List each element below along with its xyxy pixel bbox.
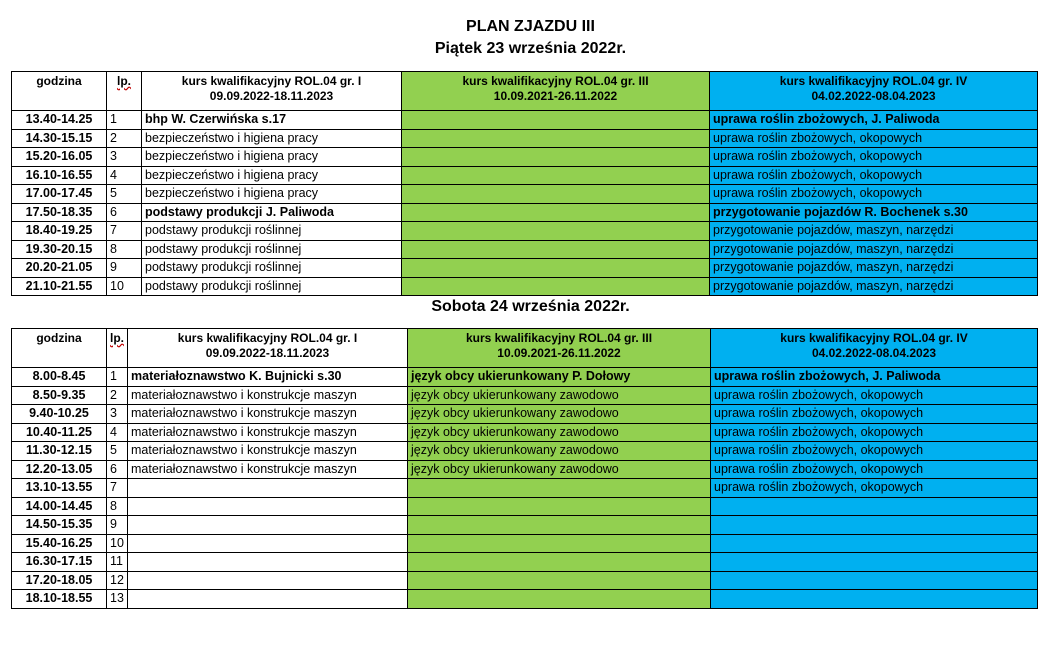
friday-schedule-table <box>11 71 1038 296</box>
time-cell: 8.00-8.45 <box>12 368 107 387</box>
group-3-cell <box>408 571 711 590</box>
header-group-1-dates: 09.09.2022-18.11.2023 <box>205 346 330 360</box>
lp-cell: 8 <box>107 240 142 259</box>
time-cell: 20.20-21.05 <box>12 259 107 278</box>
group-3-cell <box>402 277 710 296</box>
group-4-cell: przygotowanie pojazdów, maszyn, narzędzi <box>710 259 1038 278</box>
lp-cell: 13 <box>107 590 128 609</box>
time-cell: 13.40-14.25 <box>12 111 107 130</box>
lp-cell: 5 <box>107 442 128 461</box>
table-row <box>12 166 1038 185</box>
group-1-cell <box>128 590 408 609</box>
header-group-1 <box>128 329 408 368</box>
group-1-cell: materiałoznawstwo i konstrukcje maszyn <box>128 442 408 461</box>
table-row <box>12 203 1038 222</box>
table-row <box>12 516 1038 535</box>
group-4-cell: uprawa roślin zbożowych, okopowych <box>710 129 1038 148</box>
group-1-cell: bhp W. Czerwińska s.17 <box>142 111 402 130</box>
group-4-cell: uprawa roślin zbożowych, okopowych <box>711 442 1038 461</box>
header-group-3-dates: 10.09.2021-26.11.2022 <box>497 346 621 360</box>
table-header-row <box>12 72 1038 111</box>
group-4-cell: uprawa roślin zbożowych, okopowych <box>711 386 1038 405</box>
header-group-3 <box>402 72 710 111</box>
group-1-cell: podstawy produkcji J. Paliwoda <box>142 203 402 222</box>
time-cell: 17.50-18.35 <box>12 203 107 222</box>
lp-cell: 7 <box>107 479 128 498</box>
lp-cell: 7 <box>107 222 142 241</box>
group-1-cell <box>128 534 408 553</box>
group-4-cell: uprawa roślin zbożowych, okopowych <box>711 423 1038 442</box>
group-4-cell: uprawa roślin zbożowych, okopowych <box>711 405 1038 424</box>
time-cell: 9.40-10.25 <box>12 405 107 424</box>
time-cell: 16.30-17.15 <box>12 553 107 572</box>
table-row <box>12 497 1038 516</box>
group-3-cell <box>402 222 710 241</box>
lp-cell: 10 <box>107 534 128 553</box>
group-1-cell: podstawy produkcji roślinnej <box>142 277 402 296</box>
group-3-cell <box>402 185 710 204</box>
group-1-cell: materiałoznawstwo K. Bujnicki s.30 <box>128 368 408 387</box>
group-3-cell <box>402 111 710 130</box>
lp-cell: 8 <box>107 497 128 516</box>
table-row <box>12 129 1038 148</box>
table-row <box>12 423 1038 442</box>
group-3-cell: język obcy ukierunkowany zawodowo <box>408 442 711 461</box>
table-row <box>12 534 1038 553</box>
time-cell: 21.10-21.55 <box>12 277 107 296</box>
lp-cell: 2 <box>107 129 142 148</box>
header-group-4-dates: 04.02.2022-08.04.2023 <box>811 89 936 103</box>
table-row <box>12 460 1038 479</box>
time-cell: 8.50-9.35 <box>12 386 107 405</box>
time-cell: 11.30-12.15 <box>12 442 107 461</box>
group-1-cell: podstawy produkcji roślinnej <box>142 240 402 259</box>
table-row <box>12 590 1038 609</box>
time-cell: 17.20-18.05 <box>12 571 107 590</box>
table-row <box>12 442 1038 461</box>
group-3-cell <box>402 240 710 259</box>
group-4-cell: przygotowanie pojazdów R. Bochenek s.30 <box>710 203 1038 222</box>
lp-cell: 4 <box>107 166 142 185</box>
table-row <box>12 222 1038 241</box>
header-group-3-name: kurs kwalifikacyjny ROL.04 gr. III <box>462 74 649 88</box>
saturday-heading: Sobota 24 września 2022r. <box>431 298 630 315</box>
friday-heading: Piątek 23 września 2022r. <box>434 40 627 57</box>
group-1-cell: bezpieczeństwo i higiena pracy <box>142 129 402 148</box>
lp-cell: 4 <box>107 423 128 442</box>
time-cell: 15.20-16.05 <box>12 148 107 167</box>
header-group-4-name: kurs kwalifikacyjny ROL.04 gr. IV <box>779 74 968 88</box>
group-3-cell <box>402 259 710 278</box>
saturday-schedule-table <box>11 328 1038 609</box>
group-4-cell: przygotowanie pojazdów, maszyn, narzędzi <box>710 240 1038 259</box>
group-3-cell <box>402 148 710 167</box>
group-4-cell: uprawa roślin zbożowych, J. Paliwoda <box>710 111 1038 130</box>
group-1-cell: bezpieczeństwo i higiena pracy <box>142 148 402 167</box>
table-row <box>12 259 1038 278</box>
time-cell: 12.20-13.05 <box>12 460 107 479</box>
lp-cell: 6 <box>107 203 142 222</box>
table-row <box>12 277 1038 296</box>
group-4-cell: przygotowanie pojazdów, maszyn, narzędzi <box>710 222 1038 241</box>
lp-cell: 1 <box>107 111 142 130</box>
time-cell: 14.50-15.35 <box>12 516 107 535</box>
group-4-cell <box>711 571 1038 590</box>
group-3-cell <box>408 534 711 553</box>
header-group-4-name: kurs kwalifikacyjny ROL.04 gr. IV <box>780 331 968 345</box>
table-row <box>12 185 1038 204</box>
table-header-row <box>12 329 1038 368</box>
group-1-cell <box>128 516 408 535</box>
group-1-cell: bezpieczeństwo i higiena pracy <box>142 166 402 185</box>
header-group-3-name: kurs kwalifikacyjny ROL.04 gr. III <box>465 331 653 345</box>
time-cell: 17.00-17.45 <box>12 185 107 204</box>
group-1-cell <box>128 571 408 590</box>
table-row <box>12 479 1038 498</box>
group-4-cell: uprawa roślin zbożowych, okopowych <box>710 166 1038 185</box>
group-3-cell: język obcy ukierunkowany zawodowo <box>408 423 711 442</box>
group-4-cell: uprawa roślin zbożowych, okopowych <box>711 479 1038 498</box>
table-row <box>12 553 1038 572</box>
time-cell: 13.10-13.55 <box>12 479 107 498</box>
lp-cell: 5 <box>107 185 142 204</box>
time-cell: 14.00-14.45 <box>12 497 107 516</box>
lp-cell: 3 <box>107 405 128 424</box>
table-row <box>12 386 1038 405</box>
lp-cell: 2 <box>107 386 128 405</box>
header-lp <box>107 329 128 368</box>
group-4-cell <box>711 590 1038 609</box>
group-1-cell <box>128 553 408 572</box>
group-1-cell: materiałoznawstwo i konstrukcje maszyn <box>128 386 408 405</box>
group-4-cell <box>711 553 1038 572</box>
table-row <box>12 368 1038 387</box>
group-3-cell: język obcy ukierunkowany zawodowo <box>408 460 711 479</box>
group-3-cell <box>408 553 711 572</box>
table-row <box>12 240 1038 259</box>
group-1-cell <box>128 479 408 498</box>
group-1-cell: materiałoznawstwo i konstrukcje maszyn <box>128 423 408 442</box>
header-time: godzina <box>12 329 107 368</box>
group-1-cell: podstawy produkcji roślinnej <box>142 259 402 278</box>
time-cell: 10.40-11.25 <box>12 423 107 442</box>
table-row <box>12 405 1038 424</box>
header-group-1-dates: 09.09.2022-18.11.2023 <box>209 89 334 103</box>
table-row <box>12 148 1038 167</box>
lp-cell: 12 <box>107 571 128 590</box>
header-lp-label: lp. <box>117 74 131 88</box>
group-3-cell <box>408 497 711 516</box>
group-3-cell <box>408 516 711 535</box>
group-3-cell <box>402 129 710 148</box>
header-group-4-dates: 04.02.2022-08.04.2023 <box>811 346 937 360</box>
lp-cell: 11 <box>107 553 128 572</box>
group-4-cell: przygotowanie pojazdów, maszyn, narzędzi <box>710 277 1038 296</box>
group-4-cell: uprawa roślin zbożowych, J. Paliwoda <box>711 368 1038 387</box>
page-title: PLAN ZJAZDU III <box>466 18 595 35</box>
group-4-cell: uprawa roślin zbożowych, okopowych <box>710 185 1038 204</box>
group-1-cell: bezpieczeństwo i higiena pracy <box>142 185 402 204</box>
lp-cell: 6 <box>107 460 128 479</box>
table-row <box>12 111 1038 130</box>
group-1-cell: materiałoznawstwo i konstrukcje maszyn <box>128 405 408 424</box>
lp-cell: 3 <box>107 148 142 167</box>
table-row <box>12 571 1038 590</box>
group-3-cell: język obcy ukierunkowany zawodowo <box>408 405 711 424</box>
header-group-1 <box>142 72 402 111</box>
header-lp-label: lp. <box>110 331 124 345</box>
group-1-cell <box>128 497 408 516</box>
group-3-cell <box>408 479 711 498</box>
header-time: godzina <box>12 72 107 111</box>
lp-cell: 9 <box>107 516 128 535</box>
group-1-cell: podstawy produkcji roślinnej <box>142 222 402 241</box>
lp-cell: 9 <box>107 259 142 278</box>
header-lp <box>107 72 142 111</box>
time-cell: 15.40-16.25 <box>12 534 107 553</box>
header-group-3-dates: 10.09.2021-26.11.2022 <box>493 89 618 103</box>
lp-cell: 10 <box>107 277 142 296</box>
time-cell: 16.10-16.55 <box>12 166 107 185</box>
header-group-1-name: kurs kwalifikacyjny ROL.04 gr. I <box>181 74 362 88</box>
lp-cell: 1 <box>107 368 128 387</box>
header-group-4 <box>710 72 1038 111</box>
time-cell: 18.40-19.25 <box>12 222 107 241</box>
group-4-cell: uprawa roślin zbożowych, okopowych <box>711 460 1038 479</box>
time-cell: 19.30-20.15 <box>12 240 107 259</box>
group-3-cell <box>408 590 711 609</box>
group-3-cell <box>402 203 710 222</box>
group-4-cell <box>711 534 1038 553</box>
group-3-cell: język obcy ukierunkowany zawodowo <box>408 386 711 405</box>
group-4-cell <box>711 516 1038 535</box>
group-1-cell: materiałoznawstwo i konstrukcje maszyn <box>128 460 408 479</box>
header-group-3 <box>408 329 711 368</box>
time-cell: 18.10-18.55 <box>12 590 107 609</box>
group-3-cell: język obcy ukierunkowany P. Dołowy <box>408 368 711 387</box>
header-group-4 <box>711 329 1038 368</box>
group-3-cell <box>402 166 710 185</box>
group-4-cell: uprawa roślin zbożowych, okopowych <box>710 148 1038 167</box>
header-group-1-name: kurs kwalifikacyjny ROL.04 gr. I <box>177 331 358 345</box>
time-cell: 14.30-15.15 <box>12 129 107 148</box>
group-4-cell <box>711 497 1038 516</box>
